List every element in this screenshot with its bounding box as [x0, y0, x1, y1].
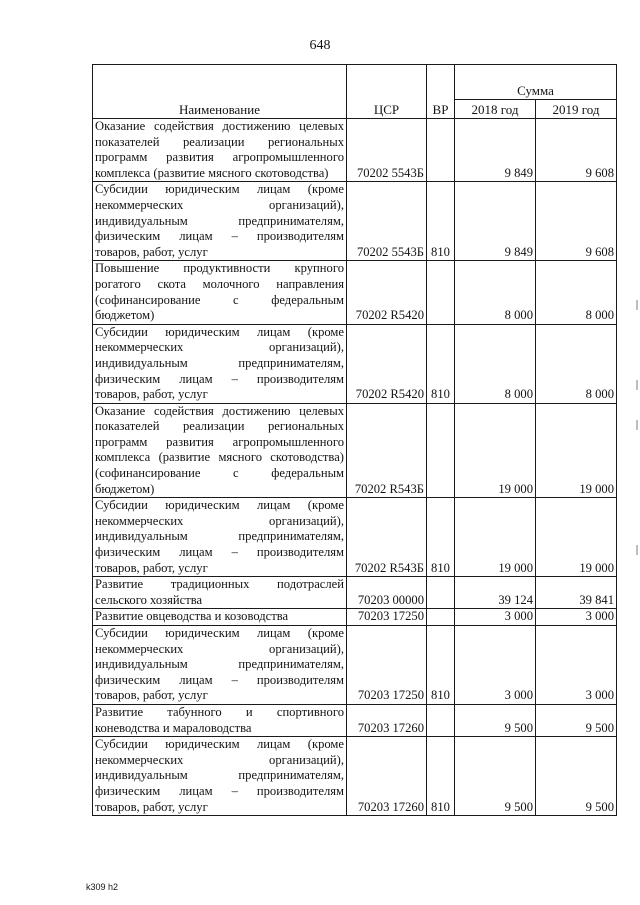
row-sum-2019: 3 000: [536, 609, 617, 626]
row-sum-2019: 9 608: [536, 182, 617, 261]
row-name: Субсидии юридическим лицам (кроме некоммерческих организаций), индивидуальным предпринимателям, физическим лицам – производителям товаров, работ, услуг: [93, 182, 347, 261]
header-name: Наименование: [93, 65, 347, 119]
row-sum-2019: 9 500: [536, 737, 617, 816]
row-sum-2019: 19 000: [536, 403, 617, 498]
row-name: Оказание содействия достижению целевых показателей реализации региональных программ развития агропромышленного комплекса (развитие мясного скотоводства): [93, 119, 347, 182]
row-csr: 70203 17260: [347, 704, 427, 736]
row-vr: 810: [427, 626, 455, 705]
header-csr: ЦСР: [347, 65, 427, 119]
budget-table: [92, 64, 617, 816]
row-vr: [427, 577, 455, 609]
row-csr: 70203 17260: [347, 737, 427, 816]
table-row: [93, 737, 617, 816]
table-row: [93, 577, 617, 609]
row-sum-2019: 8 000: [536, 261, 617, 324]
row-csr: 70202 5543Б: [347, 182, 427, 261]
row-sum-2018: 9 849: [455, 119, 536, 182]
header-sum: Сумма: [455, 65, 617, 100]
table-row: [93, 498, 617, 577]
row-csr: 70202 R543Б: [347, 403, 427, 498]
row-vr: 810: [427, 737, 455, 816]
row-vr: [427, 609, 455, 626]
table-body: [93, 119, 617, 816]
table-header: [93, 65, 617, 119]
table-row: [93, 704, 617, 736]
row-name: Повышение продуктивности крупного рогатого скота молочного направления (софинансирование с федеральным бюджетом): [93, 261, 347, 324]
row-name: Субсидии юридическим лицам (кроме некоммерческих организаций), индивидуальным предпринимателям, физическим лицам – производителям товаров, работ, услуг: [93, 324, 347, 403]
header-year-2019: 2019 год: [536, 100, 617, 119]
row-vr: 810: [427, 324, 455, 403]
row-sum-2019: 39 841: [536, 577, 617, 609]
row-sum-2018: 3 000: [455, 626, 536, 705]
table-row: [93, 324, 617, 403]
header-vr: ВР: [427, 65, 455, 119]
row-csr: 70202 R5420: [347, 261, 427, 324]
row-csr: 70203 00000: [347, 577, 427, 609]
row-sum-2018: 8 000: [455, 324, 536, 403]
row-name: Развитие овцеводства и козоводства: [93, 609, 347, 626]
row-vr: [427, 119, 455, 182]
scan-edge-marks: [634, 0, 638, 905]
row-sum-2019: 19 000: [536, 498, 617, 577]
row-csr: 70202 R543Б: [347, 498, 427, 577]
table-row: [93, 403, 617, 498]
table-row: [93, 119, 617, 182]
row-csr: 70203 17250: [347, 609, 427, 626]
row-sum-2019: 9 608: [536, 119, 617, 182]
row-sum-2018: 9 849: [455, 182, 536, 261]
header-year-2018: 2018 год: [455, 100, 536, 119]
row-vr: 810: [427, 182, 455, 261]
row-sum-2019: 8 000: [536, 324, 617, 403]
row-name: Развитие табунного и спортивного коневодства и мараловодства: [93, 704, 347, 736]
row-sum-2018: 9 500: [455, 704, 536, 736]
row-sum-2018: 8 000: [455, 261, 536, 324]
row-sum-2018: 3 000: [455, 609, 536, 626]
row-sum-2018: 19 000: [455, 403, 536, 498]
row-csr: 70202 5543Б: [347, 119, 427, 182]
footer-code: k309 h2: [86, 882, 119, 892]
row-name: Развитие традиционных подотраслей сельского хозяйства: [93, 577, 347, 609]
row-name: Субсидии юридическим лицам (кроме некоммерческих организаций), индивидуальным предпринимателям, физическим лицам – производителям товаров, работ, услуг: [93, 498, 347, 577]
table-row: [93, 261, 617, 324]
row-sum-2018: 39 124: [455, 577, 536, 609]
table-row: [93, 609, 617, 626]
row-sum-2019: 9 500: [536, 704, 617, 736]
row-vr: [427, 704, 455, 736]
row-csr: 70203 17250: [347, 626, 427, 705]
row-name: Субсидии юридическим лицам (кроме некоммерческих организаций), индивидуальным предпринимателям, физическим лицам – производителям товаров, работ, услуг: [93, 737, 347, 816]
row-name: Оказание содействия достижению целевых показателей реализации региональных программ развития агропромышленного комплекса (развитие мясного скотоводства) (софинансирование с федеральным бюджетом): [93, 403, 347, 498]
row-name: Субсидии юридическим лицам (кроме некоммерческих организаций), индивидуальным предпринимателям, физическим лицам – производителям товаров, работ, услуг: [93, 626, 347, 705]
page-number: 648: [309, 38, 331, 53]
row-csr: 70202 R5420: [347, 324, 427, 403]
table-row: [93, 626, 617, 705]
row-vr: 810: [427, 498, 455, 577]
row-sum-2019: 3 000: [536, 626, 617, 705]
row-sum-2018: 9 500: [455, 737, 536, 816]
row-vr: [427, 261, 455, 324]
row-vr: [427, 403, 455, 498]
table-row: [93, 182, 617, 261]
row-sum-2018: 19 000: [455, 498, 536, 577]
